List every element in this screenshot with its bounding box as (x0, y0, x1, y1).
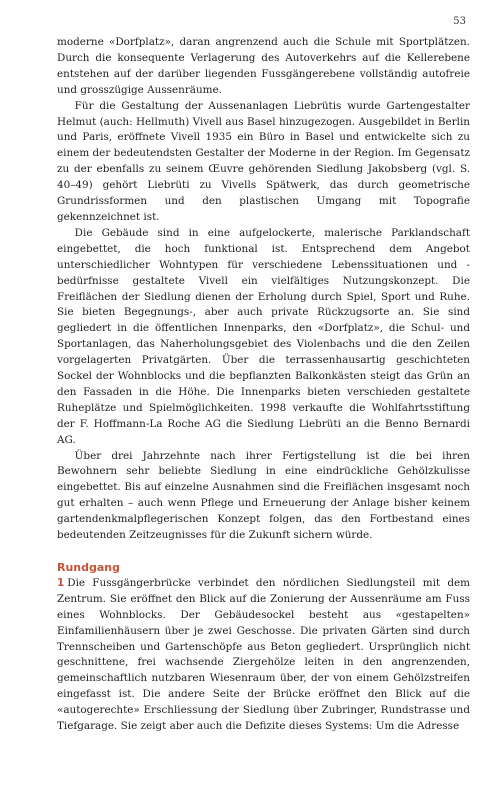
body-text (57, 35, 470, 735)
paragraph-garden-designer: Für die Gestaltung der Aussenanlagen Liebrütis wurde Gartengestalter Helmut (auch: Hellmuth) Vivell aus Basel hinzugezogen. Ausgebildet in Berlin und Paris, eröffnete Vivell 1935 ein Büro in Basel und entwickelte sich zu einem der bedeutendsten Gestalter der Moderne in der Region. Im Gegensatz zu der ebenfalls zu seinem Œuvre gehörenden Siedlung Jakobsberg (vgl. S. 40–49) gehört Liebrüti zu Vivells Spätwerk, das durch geometrische Grundrissformen und den plastischen Umgang mit Topografie gekennzeichnet ist. (57, 99, 470, 223)
paragraph-continuation: moderne «Dorfplatz», daran angrenzend auch die Schule mit Sportplätzen. Durch die konsequente Verlagerung des Autoverkehrs auf die Kellerebene entstehen auf der darüber liegenden Fussgängerebene vollständig autofreie und grosszügige Aussenräume. (57, 36, 470, 96)
tour-item-text: Die Fussgängerbrücke verbindet den nördlichen Siedlungsteil mit dem Zentrum. Sie eröffnet den Blick auf die Zonierung der Aussenräume am Fuss eines Wohnblocks. Der Gebäudesockel besteht aus «gestapelten» Einfamilienhäusern über je zwei Geschosse. Die privaten Gärten sind durch Trennscheiben und Gartenschöpfe aus Beton gegliedert. Ursprünglich nicht geschnittene, frei wachsende Ziergehölze leiten in den angrenzenden, gemeinschaftlich nutzbaren Wiesenraum über, der von einem Gehölzstreifen eingefasst ist. Die andere Seite der Brücke eröffnet den Blick auf die «autogerechte» Erschliessung der Siedlung über Zubringer, Rundstrasse und Tiefgarage. Sie zeigt aber auch die Defizite dieses Systems: Um die Adresse (57, 576, 470, 733)
paragraph-park-landscape: Die Gebäude sind in eine aufgelockerte, malerische Parklandschaft eingebettet, die hoch funktional ist. Entsprechend dem Angebot unterschiedlicher Wohntypen für verschiedene Lebenssituationen und -bedürfnisse gestaltete Vivell ein vielfältiges Nutzungskonzept. Die Freiflächen der Siedlung dienen der Erholung durch Spiel, Sport und Ruhe. Sie bieten Begegnungs-, aber auch private Rückzugsorte an. Sie sind gegliedert in die öffentlichen Innenparks, den «Dorfplatz», die Schul- und Sportanlagen, das Naherholungsgebiet des Violenbachs und die den Zeilen vorgelagerten Privatgärten. Über die terrassenhausartig geschichteten Sockel der Wohnblocks und die bepflanzten Balkonkästen steigt das Grün an den Fassaden in die Höhe. Die Innenparks bieten verschieden gestaltete Ruheplätze und Spielmöglichkeiten. 1998 verkaufte die Wohlfahrtsstiftung der F. Hoffmann-La Roche AG die Siedlung Liebrüti an die Benno Bernardi AG. (57, 226, 470, 446)
paragraph-current-state: Über drei Jahrzehnte nach ihrer Fertigstellung ist die bei ihren Bewohnern sehr beliebte Siedlung in eine eindrückliche Gehölzkulisse eingebettet. Bis auf einzelne Ausnahmen sind die Freiflächen insgesamt noch gut erhalten – auch wenn Pflege und Erneuerung der Anlage bisher keinem gartendenkmalpflegerischen Konzept folgen, das den Fortbestand eines bedeutenden Zeitzeugnisses für die Zukunft sichern würde. (57, 449, 470, 542)
page-number: 53 (453, 16, 466, 27)
tour-item-number: 1 (57, 576, 65, 589)
tour-item-1 (57, 576, 470, 735)
section-heading: Rundgang (57, 561, 121, 574)
